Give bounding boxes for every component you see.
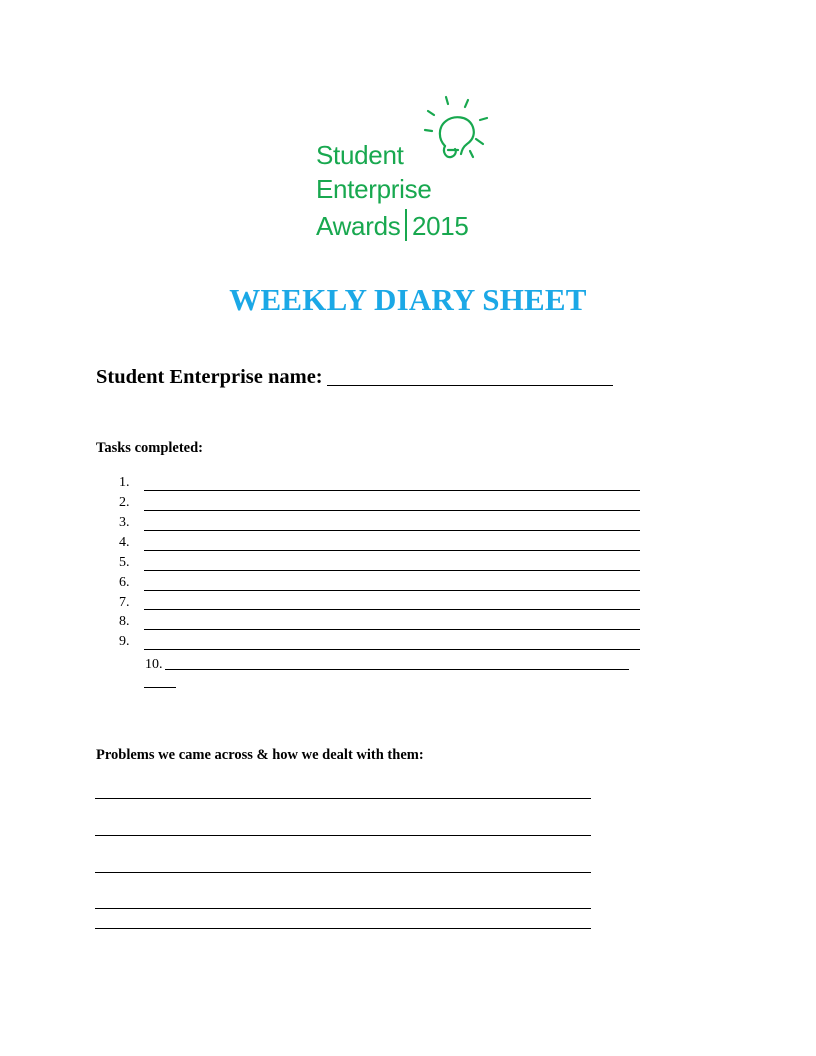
task-number: 10. [145, 657, 163, 672]
problem-line-field[interactable] [95, 908, 591, 909]
task-number: 5. [119, 555, 130, 570]
task-number: 9. [119, 634, 130, 649]
task-line-field[interactable] [144, 629, 640, 630]
student-enterprise-awards-logo [312, 94, 512, 246]
task-number: 3. [119, 515, 130, 530]
task-number: 8. [119, 614, 130, 629]
problem-line-field[interactable] [95, 928, 591, 929]
enterprise-name-label: Student Enterprise name: [96, 366, 323, 388]
task-line-field[interactable] [144, 649, 640, 650]
task-number: 6. [119, 575, 130, 590]
logo-divider [405, 209, 407, 241]
logo-line-enterprise: Enterprise [316, 174, 432, 204]
task-number: 2. [119, 495, 130, 510]
logo-year: 2015 [411, 211, 469, 241]
task-row-10 [145, 655, 629, 673]
task-line-field[interactable] [144, 609, 640, 610]
problems-label: Problems we came across & how we dealt with them: [96, 747, 424, 763]
tasks-completed-label: Tasks completed: [96, 440, 204, 456]
task-number: 7. [119, 595, 130, 610]
task-line-field[interactable] [144, 550, 640, 551]
lightbulb-icon [422, 94, 502, 166]
page-title: WEEKLY DIARY SHEET [229, 282, 587, 317]
task-line-field[interactable] [144, 490, 640, 491]
task-number: 1. [119, 475, 130, 490]
logo-line-student: Student [316, 140, 404, 170]
task-number: 4. [119, 535, 130, 550]
logo-line-awards [316, 209, 469, 241]
problem-line-field[interactable] [95, 835, 591, 836]
task-line-field[interactable] [144, 510, 640, 511]
problem-line-field[interactable] [95, 872, 591, 873]
task-line-field[interactable] [144, 590, 640, 591]
enterprise-name-row [96, 365, 613, 389]
task-line-field[interactable] [144, 530, 640, 531]
task-line-field[interactable] [165, 655, 629, 670]
problem-line-field[interactable] [95, 798, 591, 799]
logo-awards-word: Awards [316, 211, 401, 241]
task-line-continuation [144, 687, 176, 688]
task-line-field[interactable] [144, 570, 640, 571]
enterprise-name-field[interactable] [327, 365, 613, 386]
